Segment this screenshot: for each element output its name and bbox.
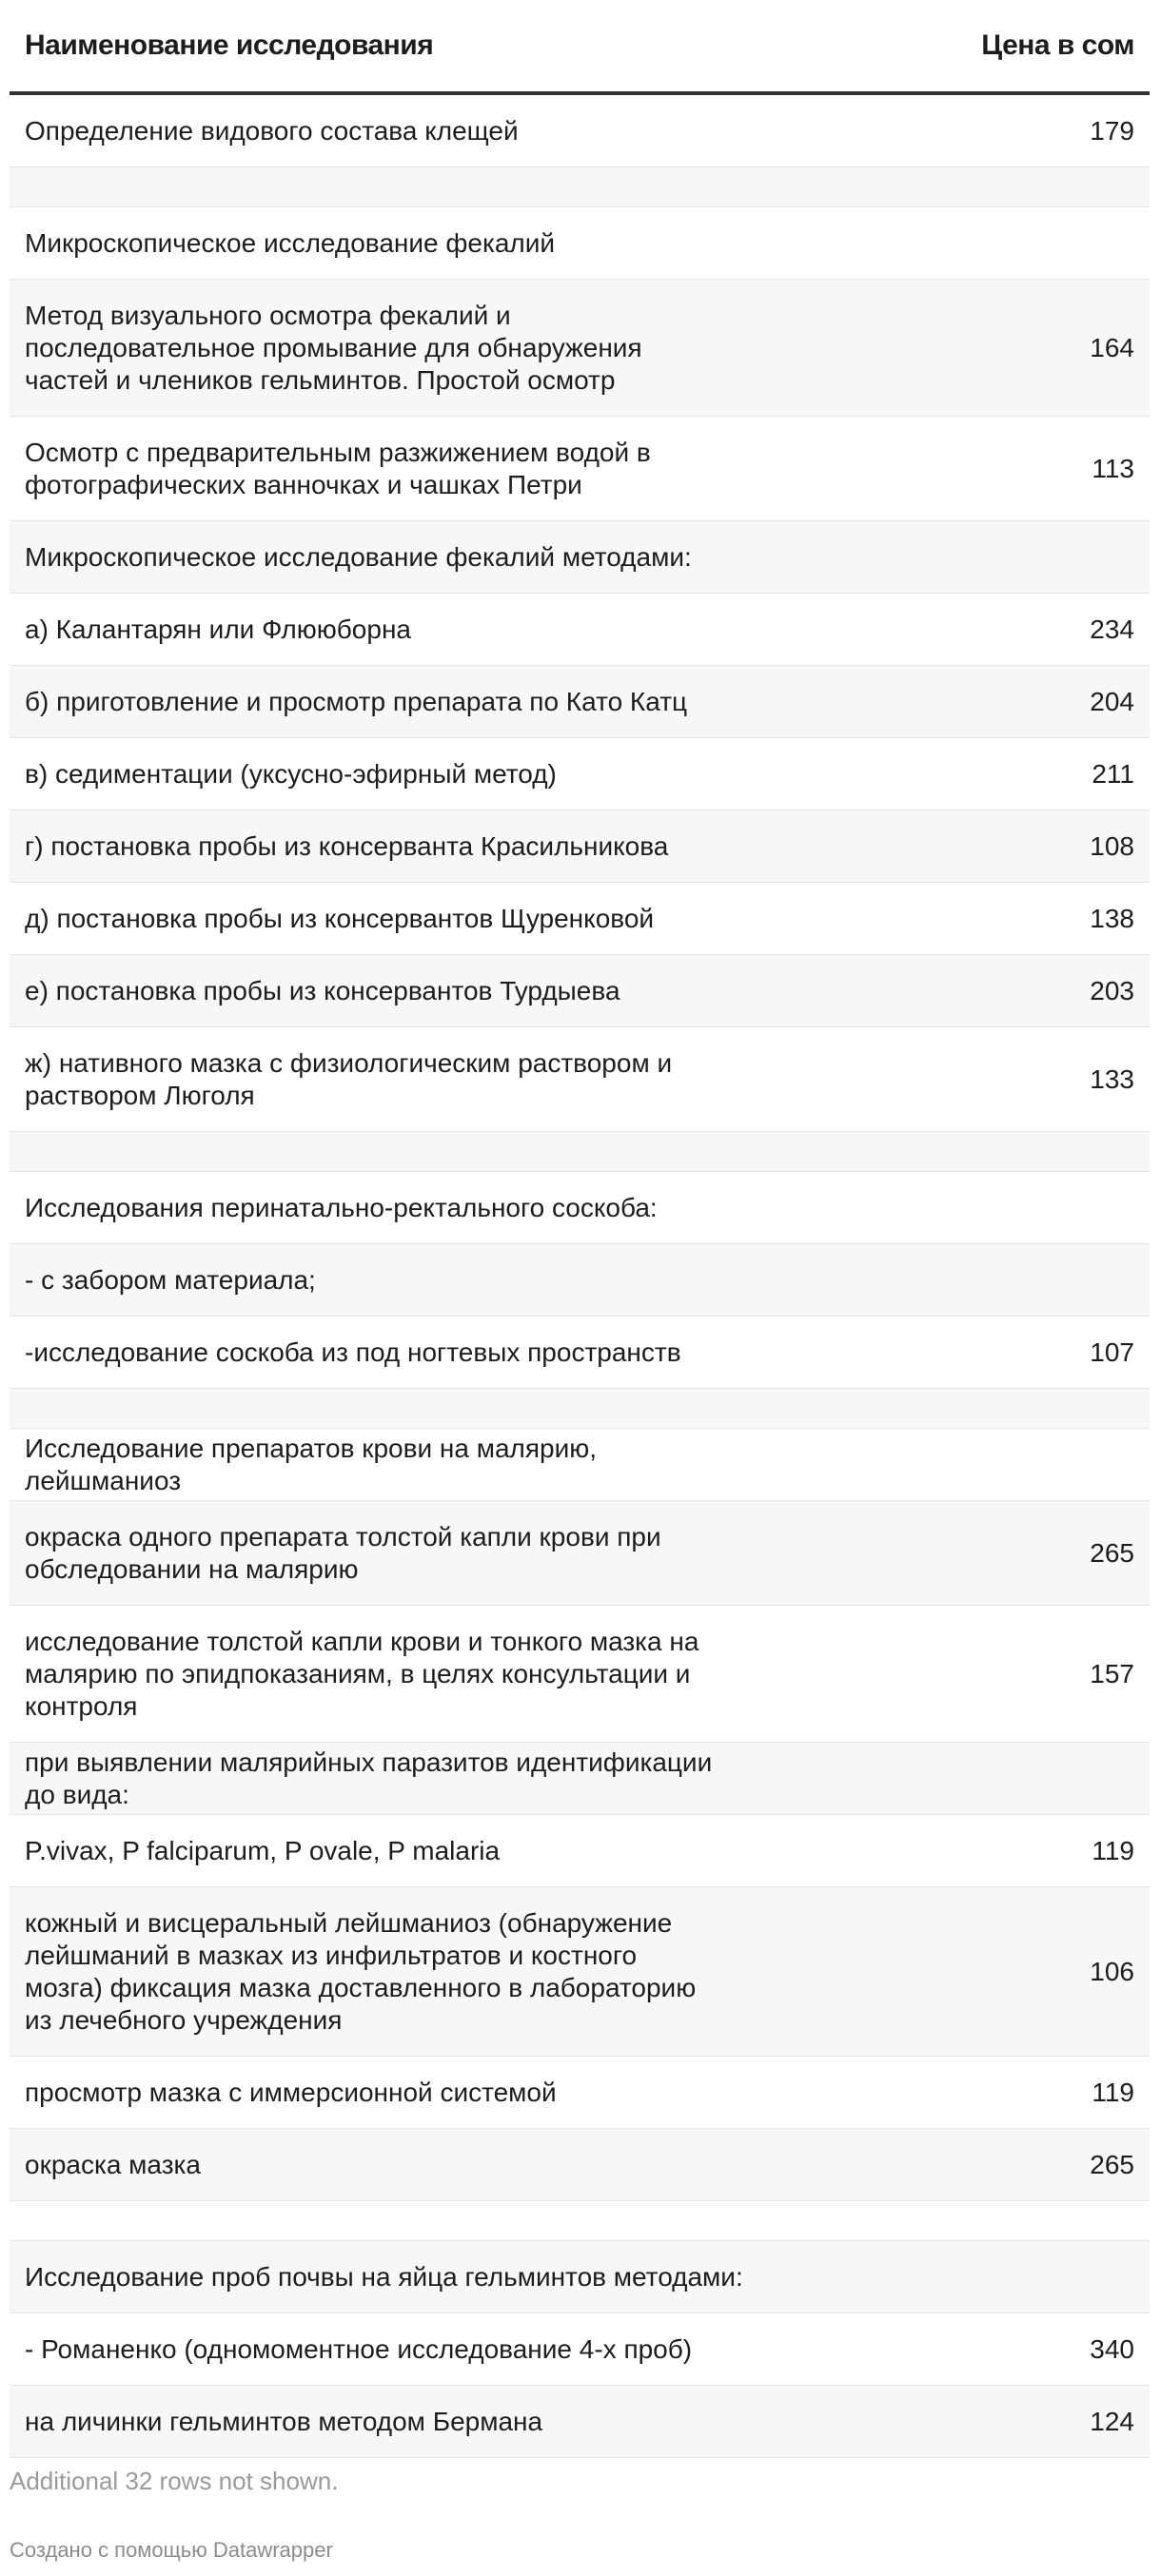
row-price: 157 xyxy=(1090,1658,1134,1688)
table-row xyxy=(10,1606,1150,1743)
datawrapper-credit[interactable]: Создано с помощью Datawrapper xyxy=(10,2538,333,2562)
row-name: ж) нативного мазка с физиологическим раствором и раствором Люголя xyxy=(25,1047,673,1110)
row-price: 107 xyxy=(1090,1337,1134,1367)
table-row xyxy=(10,1429,1150,1501)
row-name: г) постановка пробы из консерванта Красильникова xyxy=(25,830,669,861)
table-row xyxy=(10,207,1150,280)
table-row xyxy=(10,2386,1150,2458)
row-price: 106 xyxy=(1090,1956,1134,1986)
table-row xyxy=(10,1815,1150,1887)
table-row xyxy=(10,1172,1150,1244)
table-row xyxy=(10,95,1150,167)
row-name: д) постановка пробы из консервантов Щуренковой xyxy=(25,903,655,933)
row-price: 211 xyxy=(1092,758,1134,789)
table-row xyxy=(10,883,1150,955)
row-name: Исследования перинатально-ректального соскоба: xyxy=(25,1192,658,1222)
column-header-price[interactable]: Цена в сом xyxy=(981,29,1134,61)
row-name: P.vivax, P falciparum, P ovale, P malaria xyxy=(25,1835,501,1865)
table-row xyxy=(10,1317,1150,1389)
row-price: 265 xyxy=(1090,1537,1134,1568)
row-price: 108 xyxy=(1090,830,1134,861)
row-name: Исследование проб почвы на яйца гельминтов методами: xyxy=(25,2261,743,2292)
row-price: 340 xyxy=(1090,2333,1134,2364)
row-name: в) седиментации (уксусно-эфирный метод) xyxy=(25,758,557,789)
table-row xyxy=(10,280,1150,417)
table-row xyxy=(10,2313,1150,2386)
row-price: 265 xyxy=(1090,2149,1134,2179)
table-row xyxy=(10,1244,1150,1317)
table-row xyxy=(10,1027,1150,1132)
table-row xyxy=(10,810,1150,883)
row-name: - Романенко (одномоментное исследование 4-х проб) xyxy=(25,2333,693,2364)
row-name: Микроскопическое исследование фекалий методами: xyxy=(25,541,692,572)
table-row xyxy=(10,666,1150,738)
row-price: 204 xyxy=(1090,686,1134,716)
row-name: на личинки гельминтов методом Бермана xyxy=(25,2406,543,2436)
row-price: 234 xyxy=(1090,614,1134,644)
row-price: 124 xyxy=(1090,2406,1134,2436)
row-name: Осмотр с предварительным разжижением водой в фотографических ванночках и чашках Петри xyxy=(25,437,651,499)
row-price: 203 xyxy=(1090,975,1134,1005)
row-name: Исследование препаратов крови на малярию, лейшманиоз xyxy=(25,1433,598,1495)
row-price: 138 xyxy=(1090,903,1134,933)
table-row xyxy=(10,2129,1150,2201)
row-price: 133 xyxy=(1090,1064,1134,1094)
row-name: -исследование соскоба из под ногтевых пространств xyxy=(25,1337,681,1367)
column-header-name[interactable]: Наименование исследования xyxy=(25,29,434,61)
table-row xyxy=(10,594,1150,666)
table-row xyxy=(10,2057,1150,2129)
row-name: Микроскопическое исследование фекалий xyxy=(25,227,556,258)
table-row xyxy=(10,521,1150,594)
table-row-empty xyxy=(10,167,1150,207)
row-price: 119 xyxy=(1092,2077,1134,2107)
table-body xyxy=(10,95,1150,2458)
row-price: 119 xyxy=(1092,1835,1134,1865)
rows-not-shown-note: Additional 32 rows not shown. xyxy=(10,2467,339,2495)
table-row xyxy=(10,1743,1150,1815)
row-name: исследование толстой капли крови и тонкого мазка на малярию по эпидпоказаниям, в целях консультации и контроля xyxy=(25,1626,699,1721)
table-row-empty xyxy=(10,1132,1150,1172)
table-row-empty xyxy=(10,2201,1150,2241)
row-name: при выявлении малярийных паразитов идентификации до вида: xyxy=(25,1747,713,1809)
table-row xyxy=(10,2241,1150,2313)
row-price: 179 xyxy=(1090,115,1134,146)
row-name: б) приготовление и просмотр препарата по Като Катц xyxy=(25,686,688,716)
row-name: окраска мазка xyxy=(25,2149,201,2179)
table-row xyxy=(10,738,1150,810)
row-name: просмотр мазка с иммерсионной системой xyxy=(25,2077,557,2107)
row-name: Метод визуального осмотра фекалий и последовательное промывание для обнаружения частей и члеников гельминтов. Простой осмотр xyxy=(25,300,642,395)
table-row-empty xyxy=(10,1389,1150,1429)
row-price: 113 xyxy=(1092,453,1134,483)
table-row xyxy=(10,1887,1150,2057)
row-name: а) Калантарян или Флююборна xyxy=(25,614,411,644)
row-name: - с забором материала; xyxy=(25,1264,316,1295)
table-row xyxy=(10,1501,1150,1606)
table-row xyxy=(10,955,1150,1027)
row-name: окраска одного препарата толстой капли крови при обследовании на малярию xyxy=(25,1521,661,1584)
table-header xyxy=(10,0,1150,95)
row-name: е) постановка пробы из консервантов Турдыева xyxy=(25,975,620,1005)
table-row xyxy=(10,417,1150,521)
row-name: кожный и висцеральный лейшманиоз (обнаружение лейшманий в мазках из инфильтратов и костного мозга) фиксация мазка доставленного в лабораторию из лечебного учреждения xyxy=(25,1907,697,2035)
row-price: 164 xyxy=(1090,332,1134,362)
row-name: Определение видового состава клещей xyxy=(25,115,519,146)
